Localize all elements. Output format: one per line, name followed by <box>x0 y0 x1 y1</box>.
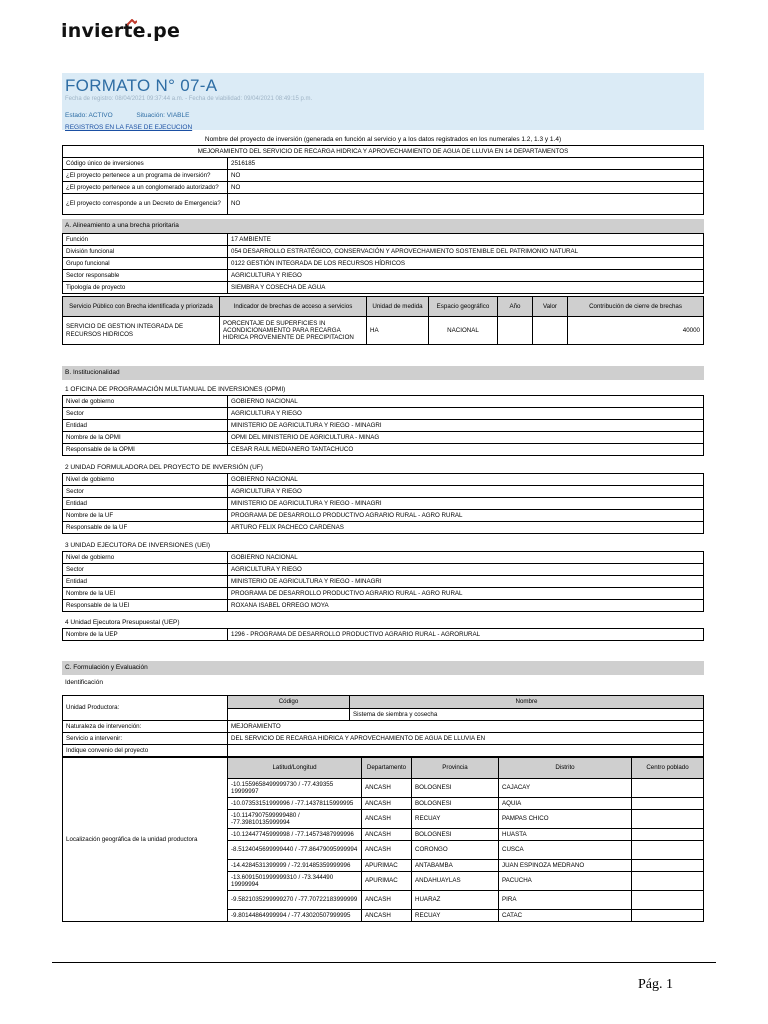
uf-table <box>62 473 704 534</box>
table-cell: PIRA <box>499 891 632 910</box>
field-label: Grupo funcional <box>63 258 228 270</box>
execution-registers-link[interactable]: REGISTROS EN LA FASE DE EJECUCION <box>65 124 193 131</box>
section-c-title: C. Formulación y Evaluación <box>62 661 704 675</box>
column-header: Latitud/Longitud <box>228 758 362 779</box>
field-value: 0122 GESTIÓN INTEGRADA DE LOS RECURSOS HÍDRICOS <box>228 258 704 270</box>
identificacion-label: Identificación <box>65 679 103 686</box>
field-label: Nombre de la UEI <box>63 588 228 600</box>
table-cell: CUSCA <box>499 841 632 860</box>
unidad-productora-label: Unidad Productora: <box>63 696 228 721</box>
table-cell: 40000 <box>568 317 704 345</box>
table-cell: -8.5124045699999440 / -77.86479095999994 <box>228 841 362 860</box>
table-cell: ANCASH <box>362 891 412 910</box>
column-header: Código <box>228 696 350 709</box>
table-cell: -10.1147907599999480 / -77.39810135999994 <box>228 810 362 829</box>
project-name-heading: Nombre del proyecto de inversión (generada en función al servicio y a los datos registrados en los numerales 1.2, 1.3 y 1.4) <box>204 136 562 143</box>
table-cell: CAJACAY <box>499 779 632 798</box>
table-cell: HA <box>367 317 429 345</box>
field-label: Servicio a intervenir: <box>63 733 228 745</box>
field-label: Nombre de la UEP <box>63 629 228 641</box>
page-number: Pág. 1 <box>638 977 673 992</box>
unidad-productora-table <box>62 695 704 757</box>
table-cell: ANDAHUAYLAS <box>412 872 499 891</box>
field-value: AGRICULTURA Y RIEGO <box>228 408 704 420</box>
format-title: FORMATO N° 07-A <box>65 76 218 95</box>
table-cell: RECUAY <box>412 810 499 829</box>
column-header: Provincia <box>412 758 499 779</box>
field-value: AGRICULTURA Y RIEGO <box>228 564 704 576</box>
field-label: Entidad <box>63 498 228 510</box>
field-value: MEJORAMIENTO <box>228 721 704 733</box>
field-label: Nivel de gobierno <box>63 552 228 564</box>
uei-title: 3 UNIDAD EJECUTORA DE INVERSIONES (UEI) <box>65 542 211 549</box>
status-line <box>65 112 189 119</box>
field-value: NO <box>228 182 704 194</box>
table-cell: -10.1559658499999730 / -77.439355 19999997 <box>228 779 362 798</box>
localizacion-label: Localización geográfica de la unidad productora <box>63 758 228 922</box>
table-cell <box>632 779 704 798</box>
field-value: ROXANA ISABEL ORREGO MOYA <box>228 600 704 612</box>
column-header: Departamento <box>362 758 412 779</box>
table-cell <box>632 829 704 841</box>
field-value: DEL SERVICIO DE RECARGA HIDRICA Y APROVECHAMIENTO DE AGUA DE LLUVIA EN <box>228 733 704 745</box>
field-value: 2516185 <box>228 158 704 170</box>
section-b-title: B. Institucionalidad <box>62 366 704 380</box>
estado-value: ACTIVO <box>88 112 113 119</box>
table-cell <box>533 317 568 345</box>
field-label: Sector <box>63 564 228 576</box>
field-value: GOBIERNO NACIONAL <box>228 474 704 486</box>
table-cell: ANCASH <box>362 779 412 798</box>
field-value: 17 AMBIENTE <box>228 234 704 246</box>
table-cell: ANTABAMBA <box>412 860 499 872</box>
uf-title: 2 UNIDAD FORMULADORA DEL PROYECTO DE INVERSIÓN (UF) <box>65 464 263 471</box>
field-value: AGRICULTURA Y RIEGO <box>228 486 704 498</box>
table-cell: -10.12447745999998 / -77.14573487999996 <box>228 829 362 841</box>
invierte-logo <box>60 14 260 46</box>
table-cell <box>632 891 704 910</box>
column-header: Unidad de medida <box>367 297 429 317</box>
column-header: Contribución de cierre de brechas <box>568 297 704 317</box>
field-value: NO <box>228 170 704 182</box>
field-label: Sector <box>63 486 228 498</box>
table-cell: SERVICIO DE GESTION INTEGRADA DE RECURSOS HIDRICOS <box>63 317 220 345</box>
field-value: ARTURO FELIX PACHECO CARDENAS <box>228 522 704 534</box>
table-cell: BOLOGNESI <box>412 779 499 798</box>
table-cell: APURIMAC <box>362 872 412 891</box>
field-label: Sector <box>63 408 228 420</box>
registration-dates: Fecha de registro: 08/04/2021 09:37:44 a.m. - Fecha de viabilidad: 09/04/2021 08:49:15 p.m. <box>65 96 313 102</box>
localizacion-table <box>62 757 704 922</box>
section-a-table <box>62 233 704 294</box>
column-header: Año <box>498 297 533 317</box>
table-cell: RECUAY <box>412 910 499 922</box>
field-value: GOBIERNO NACIONAL <box>228 552 704 564</box>
table-cell: -14.4284531399999 / -72.91485359999996 <box>228 860 362 872</box>
field-label: Tipología de proyecto <box>63 282 228 294</box>
field-label: Nombre de la OPMI <box>63 432 228 444</box>
column-header: Indicador de brechas de acceso a servicios <box>220 297 367 317</box>
field-label: Entidad <box>63 420 228 432</box>
field-label: Código único de inversiones <box>63 158 228 170</box>
field-value <box>228 745 704 757</box>
brecha-table <box>62 296 704 345</box>
table-cell: CATAC <box>499 910 632 922</box>
table-cell: APURIMAC <box>362 860 412 872</box>
field-value: PROGRAMA DE DESARROLLO PRODUCTIVO AGRARIO RURAL - AGRO RURAL <box>228 510 704 522</box>
table-cell <box>498 317 533 345</box>
table-cell: ANCASH <box>362 798 412 810</box>
column-header: Servicio Público con Brecha identificada y priorizada <box>63 297 220 317</box>
field-label: Responsable de la OPMI <box>63 444 228 456</box>
field-label: ¿El proyecto pertenece a un conglomerado autorizado? <box>63 182 228 194</box>
table-cell <box>632 841 704 860</box>
field-value: PROGRAMA DE DESARROLLO PRODUCTIVO AGRARIO RURAL - AGRO RURAL <box>228 588 704 600</box>
field-label: ¿El proyecto pertenece a un programa de inversión? <box>63 170 228 182</box>
field-label: Naturaleza de intervención: <box>63 721 228 733</box>
table-cell: HUASTA <box>499 829 632 841</box>
field-label: Nivel de gobierno <box>63 396 228 408</box>
section-a-title: A. Alineamiento a una brecha prioritaria <box>62 219 704 233</box>
uep-table <box>62 628 704 641</box>
table-cell: BOLOGNESI <box>412 829 499 841</box>
table-cell <box>632 810 704 829</box>
field-value: SIEMBRA Y COSECHA DE AGUA <box>228 282 704 294</box>
field-value: CESAR RAUL MEDIANERO TANTACHUCO <box>228 444 704 456</box>
table-cell: ANCASH <box>362 910 412 922</box>
opmi-table <box>62 395 704 456</box>
column-header: Nombre <box>350 696 704 709</box>
column-header: Valor <box>533 297 568 317</box>
field-value: GOBIERNO NACIONAL <box>228 396 704 408</box>
codigo-value <box>228 708 350 721</box>
table-cell: HUARAZ <box>412 891 499 910</box>
project-table <box>62 145 704 215</box>
table-cell: PACUCHA <box>499 872 632 891</box>
column-header: Distrito <box>499 758 632 779</box>
opmi-title: 1 OFICINA DE PROGRAMACIÓN MULTIANUAL DE INVERSIONES (OPMI) <box>65 386 286 393</box>
uep-title: 4 Unidad Ejecutora Presupuestal (UEP) <box>65 619 180 626</box>
field-label: ¿El proyecto corresponde a un Decreto de Emergencia? <box>63 194 228 215</box>
table-cell: ANCASH <box>362 841 412 860</box>
table-cell: -9.5821035299999270 / -77.70722183999999 <box>228 891 362 910</box>
table-cell: PORCENTAJE DE SUPERFICIES IN ACONDICIONAMIENTO PARA RECARGA HIDRICA PROVENIENTE DE PRECIPITACION <box>220 317 367 345</box>
field-label: Nivel de gobierno <box>63 474 228 486</box>
field-value: OPMI DEL MINISTERIO DE AGRICULTURA - MINAG <box>228 432 704 444</box>
field-value: AGRICULTURA Y RIEGO <box>228 270 704 282</box>
footer-divider <box>52 962 716 963</box>
field-value: MINISTERIO DE AGRICULTURA Y RIEGO - MINAGRI <box>228 498 704 510</box>
field-label: Responsable de la UEI <box>63 600 228 612</box>
table-cell: AQUIA <box>499 798 632 810</box>
logo-arrow-icon <box>127 19 137 26</box>
table-cell: ANCASH <box>362 829 412 841</box>
table-cell <box>632 910 704 922</box>
column-header: Espacio geográfico <box>429 297 498 317</box>
table-cell: CORONGO <box>412 841 499 860</box>
field-value: 1296 - PROGRAMA DE DESARROLLO PRODUCTIVO AGRARIO RURAL - AGRORURAL <box>228 629 704 641</box>
field-label: Responsable de la UF <box>63 522 228 534</box>
table-cell <box>632 872 704 891</box>
nombre-value: Sistema de siembra y cosecha <box>350 708 704 721</box>
field-value: 054 DESARROLLO ESTRATÉGICO, CONSERVACIÓN Y APROVECHAMIENTO SOSTENIBLE DEL PATRIMONIO NATURAL <box>228 246 704 258</box>
estado-label: Estado: <box>65 112 88 119</box>
situacion-value: VIABLE <box>166 112 190 119</box>
field-label: Función <box>63 234 228 246</box>
project-name: MEJORAMIENTO DEL SERVICIO DE RECARGA HIDRICA Y APROVECHAMIENTO DE AGUA DE LLUVIA EN 14 DEPARTAMENTOS <box>63 146 704 158</box>
table-cell: BOLOGNESI <box>412 798 499 810</box>
table-cell: -9.80144864999994 / -77.43020507999995 <box>228 910 362 922</box>
field-value: MINISTERIO DE AGRICULTURA Y RIEGO - MINAGRI <box>228 576 704 588</box>
table-cell: PAMPAS CHICO <box>499 810 632 829</box>
field-value: NO <box>228 194 704 215</box>
table-cell: ANCASH <box>362 810 412 829</box>
table-cell: JUAN ESPINOZA MEDRANO <box>499 860 632 872</box>
table-cell <box>632 798 704 810</box>
field-value: MINISTERIO DE AGRICULTURA Y RIEGO - MINAGRI <box>228 420 704 432</box>
field-label: División funcional <box>63 246 228 258</box>
column-header: Centro poblado <box>632 758 704 779</box>
logo-text: invierte.pe <box>61 20 181 42</box>
field-label: Indique convenio del proyecto <box>63 745 228 757</box>
situacion-label: Situación: <box>136 112 165 119</box>
field-label: Entidad <box>63 576 228 588</box>
table-cell <box>632 860 704 872</box>
field-label: Nombre de la UF <box>63 510 228 522</box>
format-header <box>62 73 704 130</box>
uei-table <box>62 551 704 612</box>
table-cell: -13.6091501999999310 / -73.344490 19999994 <box>228 872 362 891</box>
field-label: Sector responsable <box>63 270 228 282</box>
table-cell: -10.07353151999996 / -77.14378115999995 <box>228 798 362 810</box>
table-cell: NACIONAL <box>429 317 498 345</box>
